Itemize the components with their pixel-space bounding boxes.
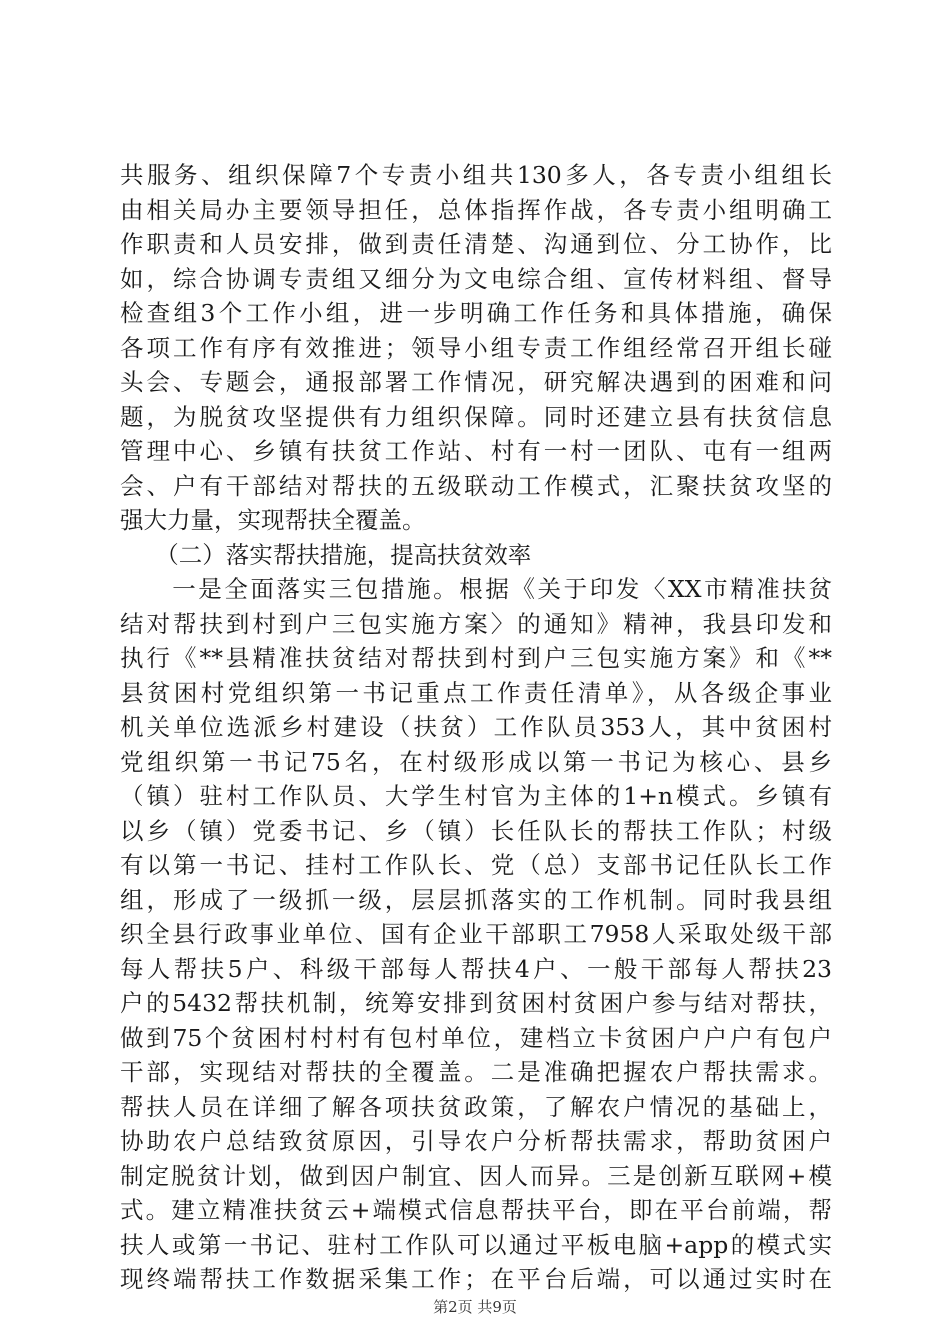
text-line: 组，形成了一级抓一级，层层抓落实的工作机制。同时我县组 — [120, 885, 832, 914]
text-line: 管理中心、乡镇有扶贫工作站、村有一村一团队、屯有一组两 — [120, 437, 832, 465]
text-line: 检查组3个工作小组，进一步明确工作任务和具体措施，确保 — [120, 299, 832, 327]
text-line: 有以第一书记、挂村工作队长、党（总）支部书记任队长工作 — [120, 851, 832, 879]
text-line: 党组织第一书记75名，在村级形成以第一书记为核心、县乡 — [120, 747, 832, 776]
text-line: 式。建立精准扶贫云+端模式信息帮扶平台，即在平台前端，帮 — [120, 1196, 832, 1224]
text-line: 由相关局办主要领导担任，总体指挥作战，各专责小组明确工 — [120, 195, 832, 224]
text-line: 每人帮扶5户、科级干部每人帮扶4户、一般干部每人帮扶23 — [120, 954, 832, 983]
text-line: 县贫困村党组织第一书记重点工作责任清单》，从各级企事业 — [120, 678, 832, 707]
text-line: 扶人或第一书记、驻村工作队可以通过平板电脑+app的模式实 — [120, 1230, 832, 1259]
text-line: 如，综合协调专责组又细分为文电综合组、宣传材料组、督导 — [120, 264, 832, 293]
text-line: 干部，实现结对帮扶的全覆盖。二是准确把握农户帮扶需求。 — [120, 1058, 832, 1086]
section-heading: （二）落实帮扶措施，提高扶贫效率 — [120, 540, 532, 569]
text-line: 共服务、组织保障7个专责小组共130多人，各专责小组组长 — [120, 161, 832, 189]
text-line: 执行《**县精准扶贫结对帮扶到村到户三包实施方案》和《** — [120, 644, 832, 672]
text-line: 制定脱贫计划，做到因户制宜、因人而异。三是创新互联网+模 — [120, 1161, 832, 1190]
text-line: 现终端帮扶工作数据采集工作；在平台后端，可以通过实时在 — [120, 1265, 832, 1293]
text-line: （镇）驻村工作队员、大学生村官为主体的1+n模式。乡镇有 — [120, 782, 832, 810]
text-line: 会、户有干部结对帮扶的五级联动工作模式，汇聚扶贫攻坚的 — [120, 471, 832, 500]
text-line: 织全县行政事业单位、国有企业干部职工7958人采取处级干部 — [120, 920, 832, 948]
text-line: 一是全面落实三包措施。根据《关于印发〈XX市精准扶贫 — [120, 575, 832, 603]
text-line: 结对帮扶到村到户三包实施方案〉的通知》精神，我县印发和 — [120, 609, 832, 638]
text-line: 作职责和人员安排，做到责任清楚、沟通到位、分工协作，比 — [120, 230, 832, 258]
document-body — [120, 158, 832, 1297]
text-line: 题，为脱贫攻坚提供有力组织保障。同时还建立县有扶贫信息 — [120, 402, 832, 431]
text-line: 做到75个贫困村村村有包村单位，建档立卡贫困户户户有包户 — [120, 1023, 832, 1052]
text-line: 头会、专题会，通报部署工作情况，研究解决遇到的困难和问 — [120, 368, 832, 396]
text-line-paragraph-end: 强大力量，实现帮扶全覆盖。 — [120, 506, 426, 534]
page-number-footer: 第2页 共9页 — [433, 1298, 517, 1316]
text-line: 协助农户总结致贫原因，引导农户分析帮扶需求，帮助贫困户 — [120, 1127, 832, 1155]
text-line: 户的5432帮扶机制，统筹安排到贫困村贫困户参与结对帮扶， — [120, 989, 832, 1017]
text-line: 各项工作有序有效推进；领导小组专责工作组经常召开组长碰 — [120, 333, 832, 362]
text-line: 帮扶人员在详细了解各项扶贫政策，了解农户情况的基础上， — [120, 1092, 832, 1121]
text-line: 机关单位选派乡村建设（扶贫）工作队员353人，其中贫困村 — [120, 713, 832, 741]
text-line: 以乡（镇）党委书记、乡（镇）长任队长的帮扶工作队；村级 — [120, 816, 832, 845]
